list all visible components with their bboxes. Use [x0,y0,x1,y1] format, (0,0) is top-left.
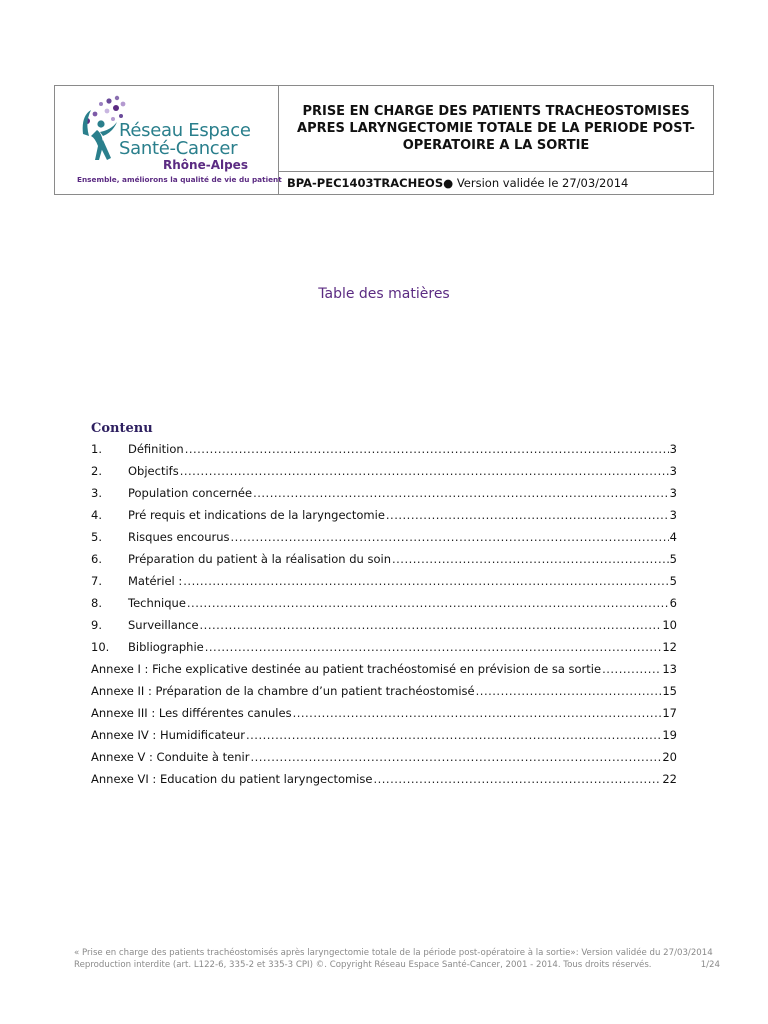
toc-entry-title: Bibliographie [128,640,204,654]
toc-entry[interactable] [91,438,677,460]
toc-dot-leader [386,504,669,526]
toc-entry-number: 7. [91,574,102,588]
logo-tagline: Ensemble, améliorons la qualité de vie du patient [77,175,282,184]
document-title: PRISE EN CHARGE DES PATIENTS TRACHEOSTOMISES APRES LARYNGECTOMIE TOTALE DE LA PERIODE POST-OPERATOIRE A LA SORTIE [297,104,695,153]
toc-entry-number: 2. [91,464,102,478]
toc-entry-page: 13 [662,662,677,676]
toc-entry-title: Annexe IV : Humidificateur [91,728,245,742]
toc-entry-page: 15 [662,684,677,698]
version-text: Version validée le 27/03/2014 [453,176,629,190]
toc-entry[interactable] [91,482,677,504]
logo-text-line2: Santé-Cancer [119,138,238,159]
logo-text-region: Rhône-Alpes [163,158,248,172]
logo-cell [55,86,282,194]
toc-entry-number: 3. [91,486,102,500]
toc-entry-title: Risques encourus [128,530,230,544]
reference-code: BPA-PEC1403TRACHEOS [287,176,444,190]
toc-entry-title: Annexe I : Fiche explicative destinée au patient trachéostomisé en prévision de sa sortie [91,662,602,676]
toc-dot-leader [392,548,669,570]
toc-entry-number: 10. [91,640,110,654]
contenu-label: Contenu [91,421,153,436]
toc-dot-leader [246,724,661,746]
toc-entry-page: 6 [669,596,677,610]
toc-list [91,438,677,790]
toc-dot-leader [231,526,669,548]
toc-entry-annex[interactable] [91,680,677,702]
toc-entry-title: Matériel : [128,574,183,588]
toc-entry-title: Pré requis et indications de la laryngectomie [128,508,385,522]
toc-entry-number: 1. [91,442,102,456]
toc-dot-leader [180,460,669,482]
toc-entry-number: 4. [91,508,102,522]
toc-entry-page: 3 [669,508,677,522]
toc-entry-number: 8. [91,596,102,610]
toc-entry-title: Annexe VI : Education du patient laryngectomise [91,772,373,786]
footer-copyright: Reproduction interdite (art. L122-6, 335-2 et 335-3 CPI) ©. Copyright Réseau Espace Santé-Cancer, 2001 - 2014. Tous droits réservés. [74,959,652,970]
toc-entry-title: Préparation du patient à la réalisation du soin [128,552,391,566]
logo-text-line1: Réseau Espace [119,120,251,141]
toc-dot-leader [293,702,662,724]
toc-dot-leader [476,680,662,702]
toc-entry-page: 12 [662,640,677,654]
toc-entry[interactable] [91,504,677,526]
toc-entry[interactable] [91,614,677,636]
toc-entry-title: Population concernée [128,486,253,500]
toc-entry-number: 5. [91,530,102,544]
title-cell [279,86,713,172]
toc-entry[interactable] [91,636,677,658]
toc-entry-page: 10 [662,618,677,632]
toc-entry-page: 17 [662,706,677,720]
toc-heading: Table des matières [318,286,450,302]
toc-entry-title: Technique [128,596,186,610]
footer-citation: « Prise en charge des patients trachéostomisés après laryngectomie totale de la période post-opératoire à la sortie»: Version validée du 27/03/2014 [74,948,713,958]
toc-entry[interactable] [91,570,677,592]
toc-dot-leader [253,482,669,504]
toc-entry-title: Définition [128,442,184,456]
toc-entry-page: 3 [669,486,677,500]
toc-dot-leader [183,570,668,592]
toc-entry-page: 3 [669,464,677,478]
toc-entry[interactable] [91,526,677,548]
toc-entry[interactable] [91,460,677,482]
toc-entry-number: 6. [91,552,102,566]
toc-entry[interactable] [91,592,677,614]
toc-entry-page: 22 [662,772,677,786]
toc-entry-title: Annexe II : Préparation de la chambre d’un patient trachéostomisé [91,684,475,698]
toc-entry-page: 4 [669,530,677,544]
toc-entry-page: 3 [669,442,677,456]
toc-entry-title: Surveillance [128,618,199,632]
toc-dot-leader [205,636,662,658]
toc-entry-page: 19 [662,728,677,742]
toc-dot-leader [200,614,662,636]
toc-entry-number: 9. [91,618,102,632]
toc-dot-leader [187,592,669,614]
toc-entry-annex[interactable] [91,768,677,790]
toc-dot-leader [185,438,669,460]
toc-entry[interactable] [91,548,677,570]
reference-bullet: ● [443,176,454,190]
toc-dot-leader [602,658,661,680]
toc-entry-annex[interactable] [91,702,677,724]
toc-entry-page: 20 [662,750,677,764]
toc-entry-page: 5 [669,552,677,566]
toc-dot-leader [250,746,661,768]
reference-cell [279,172,713,194]
toc-entry-title: Annexe III : Les différentes canules [91,706,292,720]
toc-entry-page: 5 [669,574,677,588]
toc-entry-annex[interactable] [91,658,677,680]
document-header-table [54,85,714,195]
footer-copyright-row [74,960,720,972]
toc-dot-leader [373,768,661,790]
toc-entry-annex[interactable] [91,724,677,746]
page-footer [74,948,720,971]
toc-entry-annex[interactable] [91,746,677,768]
toc-entry-title: Annexe V : Conduite à tenir [91,750,250,764]
page-number: 1/24 [700,959,720,970]
toc-entry-title: Objectifs [128,464,179,478]
